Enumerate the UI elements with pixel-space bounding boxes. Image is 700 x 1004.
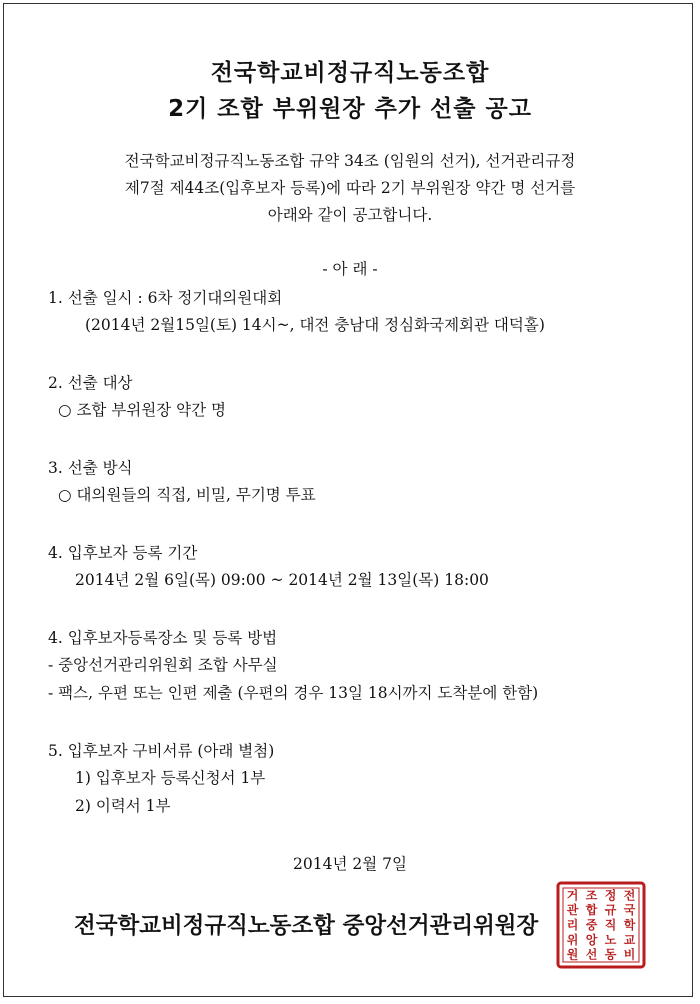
seal-glyph: 거: [566, 888, 579, 903]
intro-line-1: 전국학교비정규직노동조합 규약 34조 (임원의 선거), 선거관리규정: [124, 152, 576, 170]
section-2-heading: 2. 선출 대상: [48, 374, 133, 392]
section-6-heading: 5. 입후보자 구비서류 (아래 별첨): [48, 742, 275, 760]
seal-glyph: 동: [604, 947, 617, 962]
section-3-heading: 3. 선출 방식: [48, 459, 133, 477]
seal-glyph: 앙: [585, 932, 598, 947]
seal-glyph: 규: [604, 903, 617, 918]
seal-glyph: 위: [566, 932, 579, 947]
section-1-detail: (2014년 2월15일(토) 14시~, 대전 충남대 정심화국제회관 대덕홀): [85, 316, 545, 334]
seal-glyph: 조: [585, 888, 598, 903]
section-4-detail: 2014년 2월 6일(목) 09:00 ~ 2014년 2월 13일(목) 18:00: [75, 571, 489, 589]
seal-glyph: 정: [604, 888, 617, 903]
seal-glyph: 노: [604, 932, 617, 947]
seal-glyph: 원: [566, 947, 579, 962]
official-seal-icon: [555, 880, 647, 970]
section-5-detail-2: - 팩스, 우편 또는 인편 제출 (우편의 경우 13일 18시까지 도착분에 한함): [48, 684, 539, 702]
section-5-heading: 4. 입후보자등록장소 및 등록 방법: [48, 629, 278, 647]
seal-glyph: 선: [585, 947, 598, 962]
section-6-detail-1: 1) 입후보자 등록신청서 1부: [75, 769, 266, 787]
section-2-detail: ○ 조합 부위원장 약간 명: [58, 401, 226, 419]
section-3-detail: ○ 대의원들의 직접, 비밀, 무기명 투표: [58, 486, 316, 504]
seal-glyph: 관: [566, 903, 579, 918]
seal-glyph: 직: [604, 918, 617, 932]
seal-glyph: 전: [623, 888, 636, 903]
seal-glyph: 중: [585, 918, 598, 932]
intro-line-3: 아래와 같이 공고합니다.: [267, 206, 433, 224]
section-4-heading: 4. 입후보자 등록 기간: [48, 544, 198, 562]
section-1-heading: 1. 선출 일시 : 6차 정기대의원대회: [48, 289, 283, 307]
document-title-line2: 2기 조합 부위원장 추가 선출 공고: [168, 96, 532, 122]
seal-glyph: 리: [566, 918, 579, 932]
section-6-detail-2: 2) 이력서 1부: [75, 797, 171, 815]
intro-line-2: 제7절 제44조(입후보자 등록)에 따라 2기 부위원장 약간 명 선거를: [124, 179, 576, 197]
section-5-detail-1: - 중앙선거관리위원회 조합 사무실: [48, 656, 278, 674]
document-title-line1: 전국학교비정규직노동조합: [210, 60, 490, 86]
seal-glyph: 합: [585, 903, 598, 918]
below-heading: - 아 래 -: [322, 260, 378, 278]
seal-glyph: 교: [623, 932, 636, 947]
seal-glyph: 국: [623, 903, 636, 918]
notice-date: 2014년 2월 7일: [293, 855, 407, 873]
seal-glyph: 학: [623, 918, 636, 932]
seal-glyph: 비: [623, 947, 636, 962]
signature-line: 전국학교비정규직노동조합 중앙선거관리위원장: [74, 913, 539, 939]
